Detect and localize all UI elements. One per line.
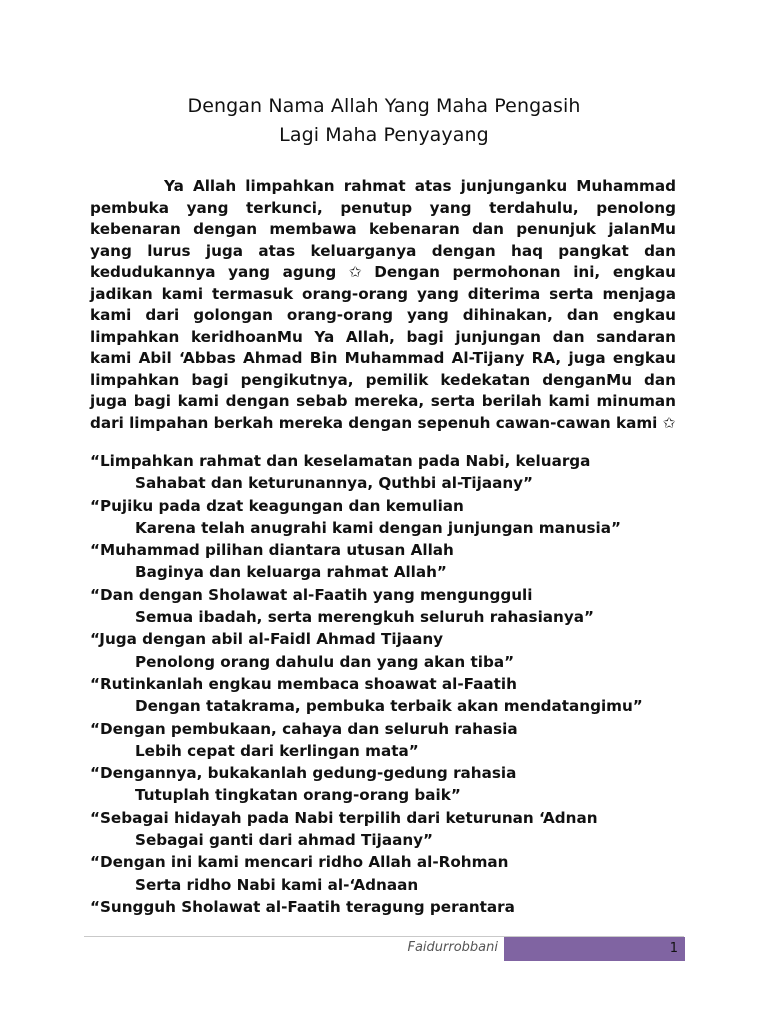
verse-second-line: Lebih cepat dari kerlingan mata” xyxy=(135,741,419,760)
star-icon: ✩ xyxy=(348,263,362,281)
title-line-1: Dengan Nama Allah Yang Maha Pengasih xyxy=(187,95,581,117)
verse-first-line: “Dan dengan Sholawat al-Faatih yang mengungguli xyxy=(90,585,533,604)
verse-item xyxy=(90,584,690,629)
verse-item xyxy=(90,450,690,495)
page-number-box xyxy=(504,937,685,961)
verse-second-line: Sebagai ganti dari ahmad Tijaany” xyxy=(135,831,434,850)
page-number: 1 xyxy=(669,941,678,956)
opening-paragraph xyxy=(90,176,676,434)
verse-first-line: “Pujiku pada dzat keagungan dan kemulian xyxy=(90,496,464,515)
verse-item xyxy=(90,539,690,584)
verse-first-line: “Dengannya, bukakanlah gedung-gedung rahasia xyxy=(90,764,517,783)
verse-item xyxy=(90,807,690,852)
paragraph-text-2: Dengan permohonan ini, engkau jadikan kami termasuk orang-orang yang diterima serta menjaga kami dari golongan orang-orang yang dihinakan, dan engkau limpahkan keridhoanMu Ya Allah, bagi junjungan dan sandaran kami Abil ‘Abbas Ahmad Bin Muhammad Al-Tijany RA, juga engkau limpahkan bagi pengikutnya, pemilik kedekatan denganMu dan juga bagi kami dengan sebab mereka, serta berilah kami minuman dari limpahan berkah mereka dengan sepenuh cawan-cawan kami xyxy=(90,263,676,432)
verse-first-line: “Sungguh Sholawat al-Faatih teragung perantara xyxy=(90,897,515,916)
verse-second-line: Tutuplah tingkatan orang-orang baik” xyxy=(135,786,461,805)
title-line-2: Lagi Maha Penyayang xyxy=(279,124,489,146)
verse-second-line: Sahabat dan keturunannya, Quthbi al-Tijaany” xyxy=(135,474,534,493)
footer-author: Faidurrobbani xyxy=(407,940,498,955)
verse-second-line: Penolong orang dahulu dan yang akan tiba” xyxy=(135,652,515,671)
page-title xyxy=(0,92,768,150)
verse-item xyxy=(90,762,690,807)
verse-item xyxy=(90,718,690,763)
paragraph-text-1: Ya Allah limpahkan rahmat atas junjunganku Muhammad pembuka yang terkunci, penutup yang terdahulu, penolong kebenaran dengan membawa kebenaran dan penunjuk jalanMu yang lurus juga atas keluarganya dengan haq pangkat dan kedudukannya yang agung xyxy=(90,177,676,281)
verse-second-line: Dengan tatakrama, pembuka terbaik akan mendatangimu” xyxy=(135,697,643,716)
verse-item xyxy=(90,628,690,673)
verse-first-line: “Dengan ini kami mencari ridho Allah al-Rohman xyxy=(90,853,509,872)
verse-first-line: “Rutinkanlah engkau membaca shoawat al-Faatih xyxy=(90,674,517,693)
verse-item xyxy=(90,851,690,896)
verse-first-line: “Juga dengan abil al-Faidl Ahmad Tijaany xyxy=(90,630,444,649)
verse-second-line: Serta ridho Nabi kami al-‘Adnaan xyxy=(135,875,419,894)
verse-list xyxy=(90,450,690,918)
verse-second-line: Semua ibadah, serta merengkuh seluruh rahasianya” xyxy=(135,608,594,627)
verse-item xyxy=(90,673,690,718)
verse-first-line: “Muhammad pilihan diantara utusan Allah xyxy=(90,541,454,560)
verse-second-line: Karena telah anugrahi kami dengan junjungan manusia” xyxy=(135,518,621,537)
verse-first-line: “Limpahkan rahmat dan keselamatan pada Nabi, keluarga xyxy=(90,452,591,470)
star-icon: ✩ xyxy=(662,413,676,432)
verse-item xyxy=(90,495,690,540)
verse-item xyxy=(90,896,690,918)
verse-first-line: “Sebagai hidayah pada Nabi terpilih dari keturunan ‘Adnan xyxy=(90,808,598,827)
verse-second-line: Baginya dan keluarga rahmat Allah” xyxy=(135,563,447,582)
verse-first-line: “Dengan pembukaan, cahaya dan seluruh rahasia xyxy=(90,719,518,738)
